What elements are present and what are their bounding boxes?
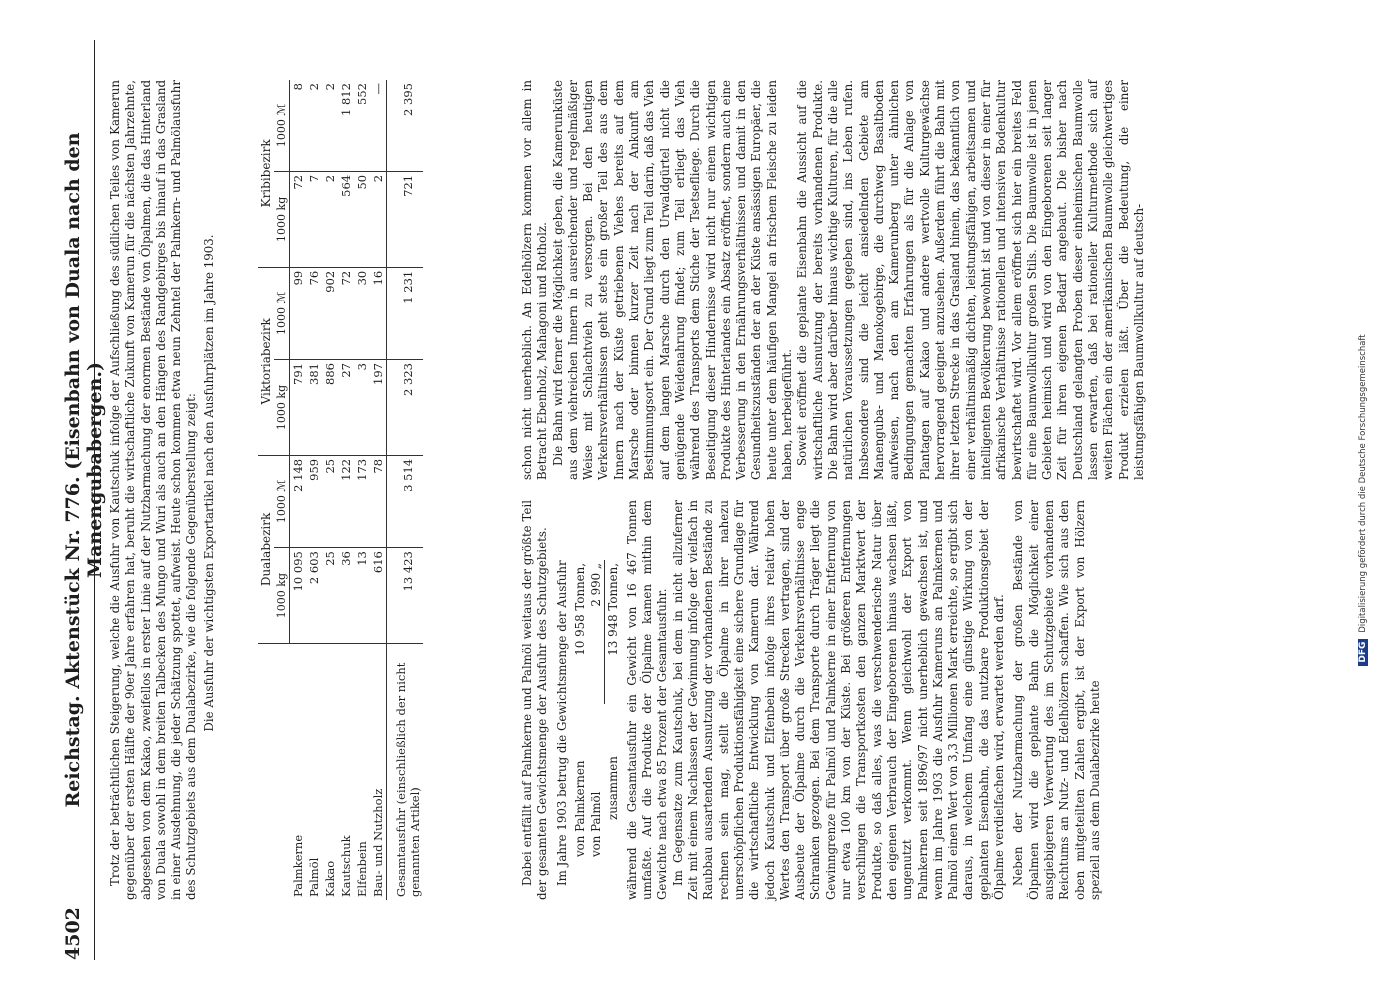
unit-header: 1000 ℳ — [274, 455, 290, 547]
table-cell: 122 — [338, 455, 354, 547]
summary-label: von Palmöl — [589, 791, 604, 857]
export-table — [258, 80, 510, 900]
weight-summary — [572, 560, 621, 860]
table-corner — [258, 644, 290, 901]
left-column — [520, 500, 1103, 900]
table-cell: 902 — [322, 267, 338, 359]
table-row — [338, 80, 354, 900]
total-cell: 1 231 — [387, 267, 424, 359]
paragraph: Neben der Nutzbarmachung der großen Bestände von Ölpalmen wird die geplante Bahn die Möglichkeit einer ausgiebigeren Verwertung des im Schutzgebiete vorhandenen Reichtums an Nutz- und Edelhölzern schaffen. Wie sich aus den oben mitgeteilten Zahlen ergibt, ist der Export von Hölzern speziell aus dem Dualabezirke heute — [1011, 500, 1102, 900]
table-cell: 173 — [354, 455, 370, 547]
table-cell: 1 812 — [338, 80, 354, 171]
table-cell: — — [370, 80, 387, 171]
page-header — [62, 40, 106, 960]
table-cell: 30 — [354, 267, 370, 359]
total-cell: 2 395 — [387, 80, 424, 171]
table-row — [354, 80, 370, 900]
unit-header: 1000 kg — [274, 360, 290, 456]
dfg-logo: DFG — [1358, 639, 1368, 666]
table-caption: Die Ausfuhr der wichtigsten Exportartikel nach den Ausfuhrplätzen im Jahre 1903. — [201, 234, 216, 732]
district-header: Kribibezirk — [258, 80, 274, 267]
district-header: Dualabezirk — [258, 455, 274, 643]
intro-block — [108, 80, 217, 900]
paragraph: Dabei entfällt auf Palmkerne und Palmöl weitaus der größte Teil der gesamten Gewichtsmenge der Ausfuhr des Schutzgebiets. — [520, 500, 550, 900]
total-cell: 13 423 — [387, 548, 424, 644]
total-cell: 721 — [387, 171, 424, 267]
table-cell: 13 — [354, 548, 370, 644]
district-header: Viktoriabezirk — [258, 267, 274, 455]
paragraph: Im Gegensatze zum Kautschuk, bei dem in nicht allzuferner Zeit mit einem Nachlassen der Gewinnung infolge der vielfach in Raubbau ausartenden Ausnutzung der vorhandenen Bestände zu rechnen sein mag, stellt die Ölpalme in ihrer nahezu unerschöpflichen Produktionsfähigkeit eine sichere Grundlage für die wirtschaftliche Entwicklung von Kamerun dar. Während jedoch Kautschuk und Elfenbein infolge ihres relativ hohen Wertes den Transport über große Strecken vertragen, sind der Ausbeute der Ölpalme durch die Verkehrsverhältnisse enge Schranken gezogen. Bei dem Transporte durch Träger liegt die Gewinngrenze für Palmöl und Palmkerne in einer Entfernung von nur etwa 100 km von der Küste. Bei größeren Entfernungen verschlingen die Transportkosten den ganzen Marktwert der Produkte, so daß alles, was die verschwenderische Natur über den eigenen Verbrauch der Eingeborenen hinaus wachsen läßt, ungenutzt verkommt. Wenn gleichwohl der Export von Palmkernen seit 1896/97 nicht unerheblich gewachsen ist, und wenn im Jahre 1903 die Ausfuhr Kameruns an Palmkernen und Palmöl einen Wert von 3,3 Millionen Mark erreichte, so ergibt sich daraus, in welchem Umfang eine günstige Wirkung von der geplanten Eisenbahn, die das nutzbare Produktionsgebiet der Ölpalme verdielfachen wird, erwartet werden darf. — [670, 500, 1007, 900]
table-cell: 50 — [354, 171, 370, 267]
row-label: Palmöl — [307, 857, 321, 897]
table-cell: 616 — [370, 548, 387, 644]
table-row — [306, 80, 322, 900]
table-row — [370, 80, 387, 900]
table-cell: 25 — [322, 455, 338, 547]
unit-header: 1000 ℳ — [274, 80, 290, 171]
summary-label: zusammen — [605, 756, 620, 820]
summary-value: 13 948 Tonnen, — [605, 563, 620, 656]
unit-header: 1000 kg — [274, 171, 290, 267]
paragraph: Die Bahn wird ferner die Möglichkeit geben, die Kamerunküste aus dem viehreichen Innern in ausreichender und regelmäßiger Weise mit Schlachtvieh zu versorgen. Bei den heutigen Verkehrsverhältnissen geht stets ein großer Teil des aus dem Innern nach der Küste getriebenen Viehes bereits auf dem Marsche oder binnen kurzer Zeit nach der Ankunft am Bestimmungsort ein. Der Grund liegt zum Teil darin, daß das Vieh auf dem langen Marsche durch den Urwaldgürtel nicht die genügende Weidenahrung findet; zum Teil erliegt das Vieh während des Transports dem Stiche der Tsetsefliege. Durch die Beseitigung dieser Hindernisse wird nicht nur einem wichtigen Produkte des Hinterlandes ein Absatz eröffnet, sondern auch eine Verbesserung in den Ernährungsverhältnissen und damit in den Gesundheitszuständen der an der Küste ansässigen Europäer, die heute unter dem häufigen Mangel an frischem Fleische zu leiden haben, herbeigeführt. — [550, 80, 795, 480]
paragraph: Soweit eröffnet die geplante Eisenbahn die Aussicht auf die wirtschaftliche Ausnutzung der bereits vorhandenen Produkte. Die Bahn wird aber darüber hinaus wichtige Kulturen, für die alle natürlichen Voraussetzungen gegeben sind, ins Leben rufen. Insbesondere sind die leicht ansiedelnden Gebiete am Manenguba- und Manokogebirge, die durchweg Basaltboden aufweisen, nach den am Kamerunberg unter ähnlichen Bedingungen gemachten Erfahrungen als für die Anlage von Plantagen auf Kakao und andere wertvolle Kulturgewächse hervorragend geeignet anzusehen. Außerdem führt die Bahn mit ihrer letzten Strecke in das Grasland hinein, das bekanntlich von einer verhältnismäßig dichten, leistungsfähigen, arbeitsamen und intelligenten Bevölkerung bewohnt ist und von dieser in einer für afrikanische Verhältnisse rationellen und intensiven Bodenkultur bewirtschaftet wird. Vor allem eröffnet sich hier ein breites Feld für eine Baumwollkultur großen Stils. Die Baumwolle ist in jenen Gebieten heimisch und wird von den Eingeborenen seit langer Zeit für ihren eigenen Bedarf angebaut. Die bisher nach Deutschland gelangten Proben dieser einheimischen Baumwolle lassen erwarten, daß bei rationeller Kulturmethode sich auf weiten Flächen ein der amerikanischen Baumwolle gleichwertiges Produkt erzielen läßt. Über die Bedeutung, die einer leistungsfähigen Baumwollkultur auf deutsch- — [795, 80, 1146, 480]
table-cell: 3 — [354, 360, 370, 456]
table-cell: 2 — [322, 80, 338, 171]
table-cell: 564 — [338, 171, 354, 267]
table-cell: 2 — [306, 80, 322, 171]
table-cell: 2 — [322, 171, 338, 267]
summary-value: 2 990 „ — [588, 560, 605, 704]
table-cell: 197 — [370, 360, 387, 456]
table-cell: 791 — [290, 360, 307, 456]
table-cell: 16 — [370, 267, 387, 359]
row-label: Palmkerne — [290, 834, 305, 897]
table-cell: 10 095 — [290, 548, 307, 644]
total-cell: 3 514 — [387, 455, 424, 547]
row-label: Elfenbein — [355, 841, 369, 897]
table-cell: 8 — [290, 80, 307, 171]
unit-header: 1000 ℳ — [274, 267, 290, 359]
table-cell: 36 — [338, 548, 354, 644]
row-label: Kautschuk — [339, 835, 353, 897]
table-cell: 72 — [338, 267, 354, 359]
total-label: Gesamtausfuhr (einschließlich der nicht genannten Artikel) — [387, 644, 424, 901]
paragraph: während die Gesamtausfuhr ein Gewicht von 16 467 Tonnen umfaßte. Auf die Produkte der Ölpalme kamen mithin dem Gewichte nach etwa 85 Prozent der Gesamtausfuhr. — [624, 500, 670, 900]
table-cell: 99 — [290, 267, 307, 359]
table-row — [322, 80, 338, 900]
total-cell: 2 323 — [387, 360, 424, 456]
paragraph: Im Jahre 1903 betrug die Gewichtsmenge der Ausfuhr — [554, 560, 569, 886]
unit-header: 1000 kg — [274, 548, 290, 644]
table-cell: 2 603 — [306, 548, 322, 644]
table-row — [290, 80, 307, 900]
table-cell: 886 — [322, 360, 338, 456]
table-cell: 25 — [322, 548, 338, 644]
page-number: 4502 — [62, 907, 84, 960]
paragraph: schon nicht unerheblich. An Edelhölzern kommen vor allem in Betracht Ebenholz, Mahagoni und Rotholz. — [520, 80, 550, 480]
table-cell: 552 — [354, 80, 370, 171]
table-cell: 78 — [370, 455, 387, 547]
table-cell: 2 148 — [290, 455, 307, 547]
header-rule — [94, 40, 95, 960]
table-cell: 76 — [306, 267, 322, 359]
table-cell: 959 — [306, 455, 322, 547]
table-cell: 381 — [306, 360, 322, 456]
page-title: Reichstag. Aktenstück Nr. 776. (Eisenbahn von Duala nach den Manengubabergen.) — [62, 132, 106, 808]
credit-text: Digitalisierung gefördert durch die Deutsche Forschungsgemeinschaft — [1358, 334, 1368, 633]
right-column — [520, 80, 1147, 480]
summary-value: 10 958 Tonnen, — [572, 563, 587, 656]
row-label: Kakao — [323, 860, 337, 897]
table-cell: 7 — [306, 171, 322, 267]
table-cell: 2 — [370, 171, 387, 267]
total-row — [387, 80, 424, 900]
digitization-credit — [1358, 0, 1368, 1000]
summary-label: von Palmkernen — [572, 760, 587, 857]
table-cell: 72 — [290, 171, 307, 267]
table-cell: 27 — [338, 360, 354, 456]
row-label: Bau- und Nutzholz — [371, 788, 385, 897]
intro-paragraph: Trotz der beträchtlichen Steigerung, welche die Ausfuhr von Kautschuk infolge der Aufschließung des südlichen Teiles von Kamerun gegenüber der ersten Hälfte der 90er Jahre erfahren hat, beruht die wirtschaftliche Zukunft von Kamerun für die nächsten Jahrzehnte, abgesehen von dem Kakao, zweifellos in erster Linie auf der Nutzbarmachung der enormen Bestände von Ölpalmen, die das Hinterland von Duala sowohl in dem breiten Talbecken des Mungo und Wuri als auch an den Hängen des Randgebirges bis hinauf in das Grasland in einer Ausdehnung, die jeder Schätzung spottet, aufweist. Heute schon kommen etwa neun Zehntel der Palmkern- und Palmölausfuhr des Schutzgebiets aus dem Dualabezirke, wie die folgende Gegenüberstellung zeigt: — [108, 80, 199, 900]
